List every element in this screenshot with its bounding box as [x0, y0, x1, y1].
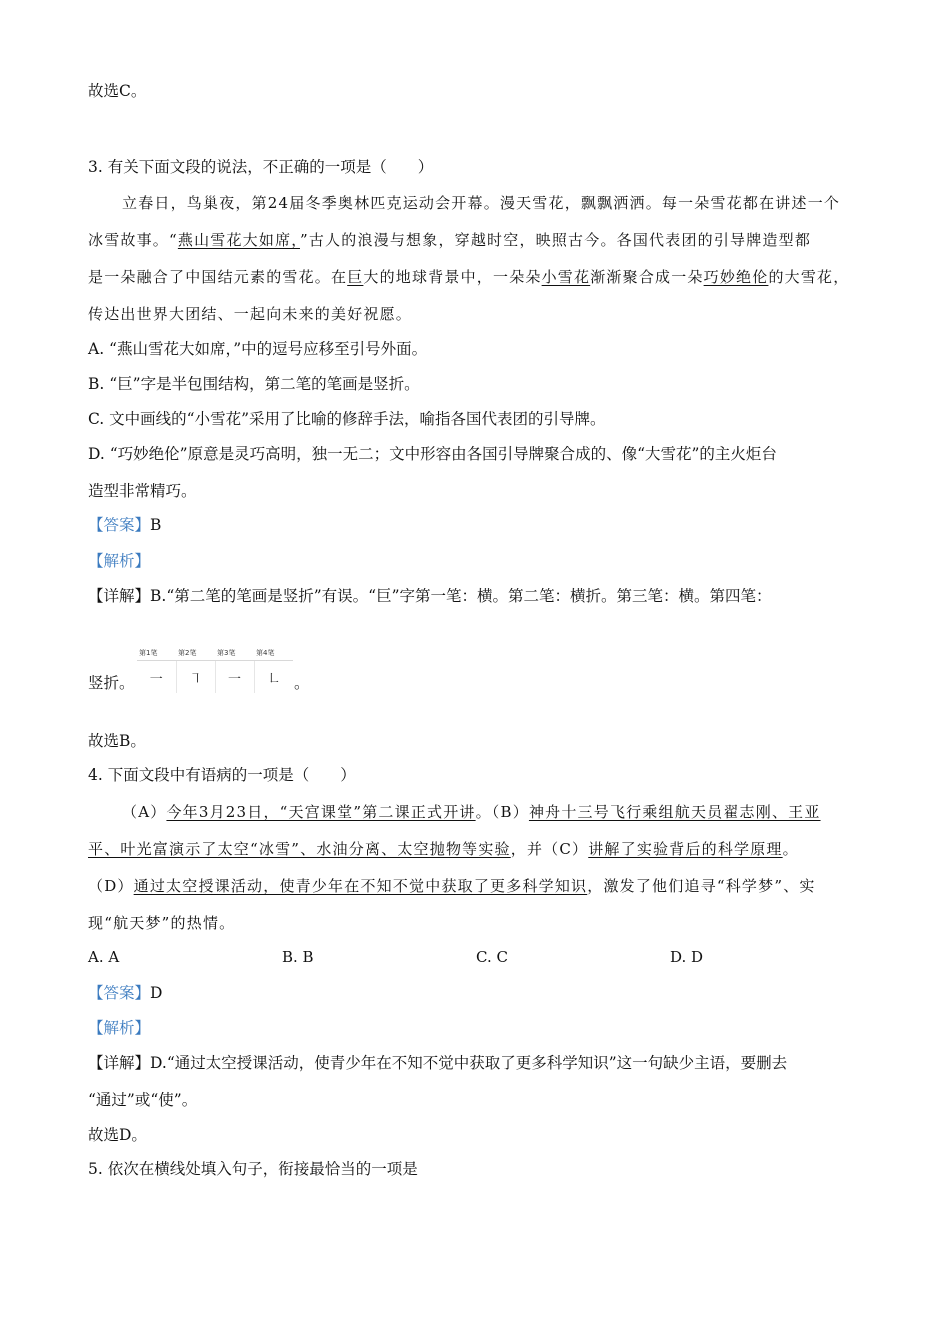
q4-passage-line-1: [122, 801, 821, 823]
q3-passage-line-3: [88, 266, 849, 288]
passage-text: 冰雪故事。“: [88, 231, 178, 249]
q4-passage-line-2: [88, 838, 799, 860]
q3-passage-line-2: [88, 229, 811, 251]
underlined-phrase: 神舟十三号飞行乘组航天员翟志刚、王亚: [528, 803, 821, 821]
q4-analysis-label: 【解析】: [88, 1019, 151, 1037]
q4-answer: [88, 982, 162, 1004]
stroke-glyph: 一: [137, 661, 176, 694]
passage-text: 是一朵融合了中国结元素的雪花。在: [88, 268, 348, 286]
q3-detail: [88, 585, 772, 607]
stroke-header: 第2笔: [178, 649, 197, 657]
passage-text: （A）: [122, 803, 167, 821]
underlined-phrase: 讲解了实验背后的科学原理: [588, 840, 783, 858]
detail-text: B.“第二笔的笔画是竖折”有误。“巨”字第一笔：横。第二笔：横折。第三笔：横。第四笔：: [150, 587, 772, 605]
passage-text: 。（B）: [475, 803, 529, 821]
q4-detail-line-1: [88, 1052, 787, 1074]
q4-passage-line-3: [88, 875, 816, 897]
stroke-glyph: ㇕: [176, 661, 215, 694]
q2-conclusion: 故选C。: [88, 82, 147, 100]
answer-label: 【答案】: [88, 516, 151, 534]
underlined-phrase: 巨: [347, 268, 364, 286]
q4-stem: 4. 下面文段中有语病的一项是（ ）: [88, 766, 356, 784]
q4-detail-line-2: “通过”或“使”。: [88, 1091, 198, 1109]
q3-option-b: B. “巨”字是半包围结构，第二笔的笔画是竖折。: [88, 375, 420, 393]
detail-label: 【详解】: [88, 1054, 151, 1072]
answer-label: 【答案】: [88, 984, 151, 1002]
q3-option-a: A. “燕山雪花大如席，”中的逗号应移至引号外面。: [88, 340, 428, 358]
passage-text: ”古人的浪漫与想象，穿越时空，映照古今。各国代表团的引导牌造型都: [299, 231, 812, 249]
passage-text: 。: [782, 840, 799, 858]
stroke-order-table: [137, 646, 293, 693]
underlined-phrase: 巧妙绝伦: [703, 268, 769, 286]
q3-analysis-label: 【解析】: [88, 552, 151, 570]
q3-conclusion: 故选B。: [88, 732, 146, 750]
answer-value: B: [150, 516, 162, 534]
q3-option-d-line-2: 造型非常精巧。: [88, 482, 197, 500]
q4-conclusion: 故选D。: [88, 1126, 147, 1144]
passage-text: 大的地球背景中，一朵朵: [363, 268, 542, 286]
passage-text: （D）: [88, 877, 134, 895]
q3-option-d-line-1: D. “巧妙绝伦”原意是灵巧高明，独一无二；文中形容由各国引导牌聚合成的、像“大雪花”的主火炬台: [88, 445, 777, 463]
q3-answer: [88, 514, 161, 536]
underlined-phrase: 今年3月23日，“天宫课堂”第二课正式开讲: [166, 803, 476, 821]
stroke-glyph: 一: [215, 661, 254, 694]
stroke-header: 第1笔: [139, 649, 158, 657]
q3-option-c: C. 文中画线的“小雪花”采用了比喻的修辞手法，喻指各国代表团的引导牌。: [88, 410, 606, 428]
q5-stem: 5. 依次在横线处填入句子，衔接最恰当的一项是: [88, 1160, 418, 1178]
passage-text: 渐渐聚合成一朵: [590, 268, 704, 286]
underlined-phrase: 平、叶光富演示了太空“冰雪”、水油分离、太空抛物等实验: [88, 840, 511, 858]
underlined-phrase: 通过太空授课活动，使青少年在不知不觉中获取了更多科学知识: [133, 877, 588, 895]
q4-option-d: D. D: [670, 948, 704, 966]
q3-detail-period: 。: [294, 674, 310, 692]
q4-option-c: C. C: [476, 948, 508, 966]
passage-text: ，并（C）: [510, 840, 589, 858]
detail-text: D.“通过太空授课活动，使青少年在不知不觉中获取了更多科学知识”这一句缺少主语，要删去: [150, 1054, 788, 1072]
q3-passage-line-4: 传达出世界大团结、一起向未来的美好祝愿。: [88, 305, 413, 323]
q4-option-b: B. B: [282, 948, 314, 966]
q4-passage-line-4: 现“航天梦”的热情。: [88, 914, 236, 932]
stroke-glyph: ㇗: [254, 661, 293, 694]
q3-passage-line-1: 立春日，鸟巢夜，第24届冬季奥林匹克运动会开幕。漫天雪花，飘飘洒洒。每一朵雪花都在讲述一个: [122, 194, 841, 212]
q4-option-a: A. A: [88, 948, 120, 966]
answer-value: D: [150, 984, 163, 1002]
passage-text: ，激发了他们追寻“科学梦”、实: [587, 877, 816, 895]
underlined-phrase: 小雪花: [541, 268, 591, 286]
q3-detail-continuation: 竖折。: [88, 674, 135, 692]
stroke-header: 第3笔: [217, 649, 236, 657]
underlined-phrase: 燕山雪花大如席，: [177, 231, 300, 249]
passage-text: 的大雪花，: [768, 268, 850, 286]
stroke-header: 第4笔: [256, 649, 275, 657]
detail-label: 【详解】: [88, 587, 151, 605]
q3-stem: 3. 有关下面文段的说法，不正确的一项是（ ）: [88, 158, 434, 176]
